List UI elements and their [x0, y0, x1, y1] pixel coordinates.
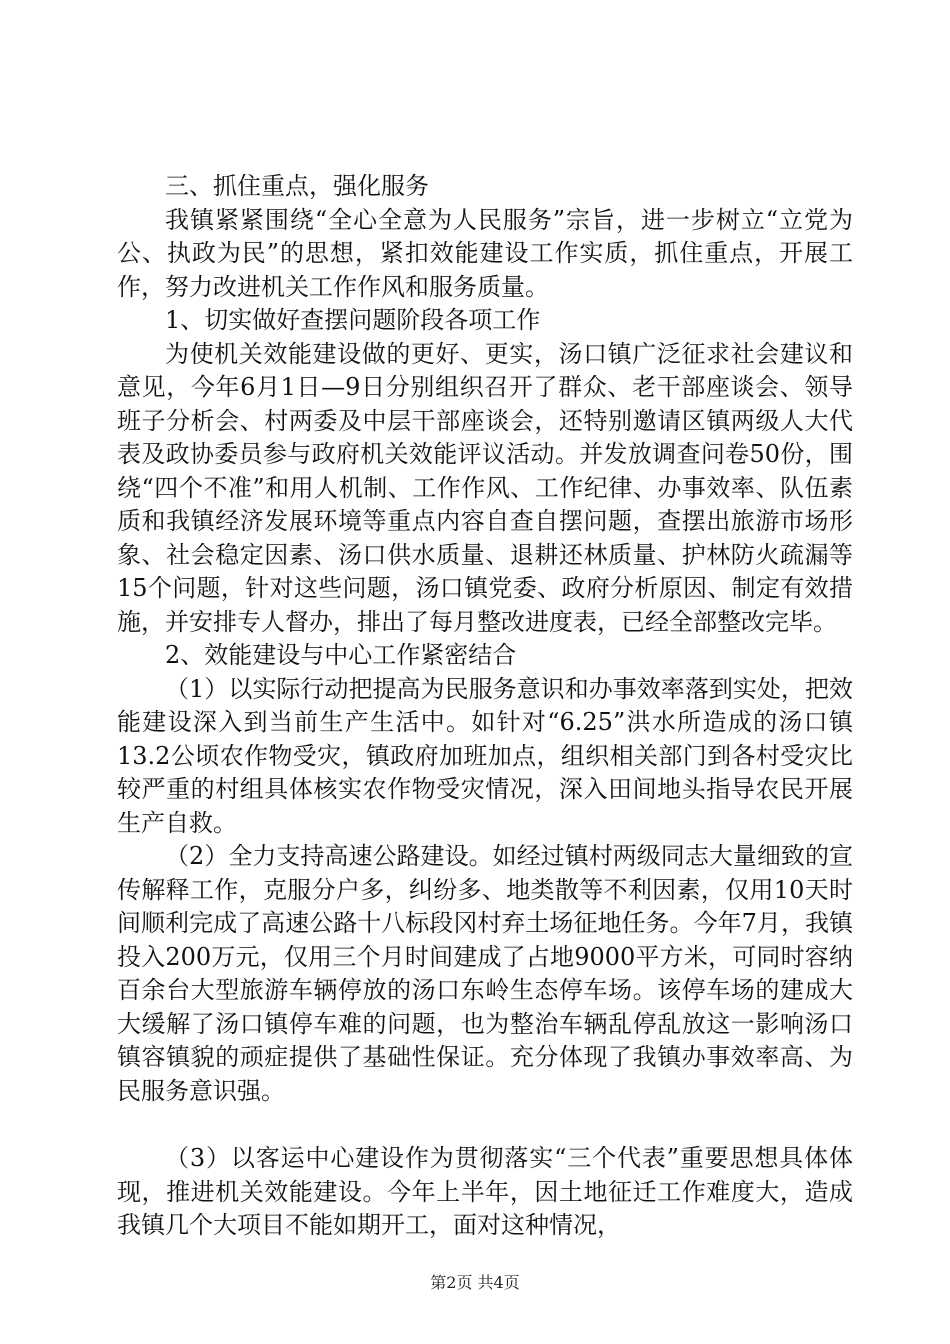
body-paragraph: （1）以实际行动把提高为民服务意识和办事效率落到实处，把效能建设深入到当前生产生活中。如针对“6.25”洪水所造成的汤口镇13.2公顷农作物受灾，镇政府加班加点，组织相关部门到各村受灾比较严重的村组具体核实农作物受灾情况，深入田间地头指导农民开展生产自救。 [117, 674, 853, 837]
body-paragraph: 我镇紧紧围绕“全心全意为人民服务”宗旨，进一步树立“立党为公、执政为民”的思想，紧扣效能建设工作实质，抓住重点，开展工作，努力改进机关工作作风和服务质量。 [117, 205, 853, 301]
body-paragraph: 为使机关效能建设做的更好、更实，汤口镇广泛征求社会建议和意见，今年6月1日—9日分别组织召开了群众、老干部座谈会、领导班子分析会、村两委及中层干部座谈会，还特别邀请区镇两级人大代表及政协委员参与政府机关效能评议活动。并发放调查问卷50份，围绕“四个不准”和用人机制、工作作风、工作纪律、办事效率、队伍素质和我镇经济发展环境等重点内容自查自摆问题，查摆出旅游市场形象、社会稳定因素、汤口供水质量、退耕还林质量、护林防火疏漏等15个问题，针对这些问题，汤口镇党委、政府分析原因、制定有效措施，并安排专人督办，排出了每月整改进度表，已经全部整改完毕。 [117, 339, 853, 636]
body-paragraph: （2）全力支持高速公路建设。如经过镇村两级同志大量细致的宣传解释工作，克服分户多，纠纷多、地类散等不利因素，仅用10天时间顺利完成了高速公路十八标段冈村弃土场征地任务。今年7月，我镇投入200万元，仅用三个月时间建成了占地9000平方米，可同时容纳百余台大型旅游车辆停放的汤口东岭生态停车场。该停车场的建成大大缓解了汤口镇停车难的问题，也为整治车辆乱停乱放这一影响汤口镇容镇貌的顽症提供了基础性保证。充分体现了我镇办事效率高、为民服务意识强。 [117, 842, 853, 1105]
subsection-heading: 2、效能建设与中心工作紧密结合 [165, 641, 517, 669]
document-body [117, 170, 853, 1243]
body-paragraph: （3）以客运中心建设作为贯彻落实“三个代表”重要思想具体体现，推进机关效能建设。今年上半年，因土地征迁工作难度大，造成我镇几个大项目不能如期开工，面对这种情况， [117, 1144, 853, 1239]
page-footer: 第2页 共4页 [430, 1273, 520, 1292]
section-heading: 三、抓住重点，强化服务 [165, 172, 429, 200]
subsection-heading: 1、切实做好查摆问题阶段各项工作 [165, 306, 541, 334]
